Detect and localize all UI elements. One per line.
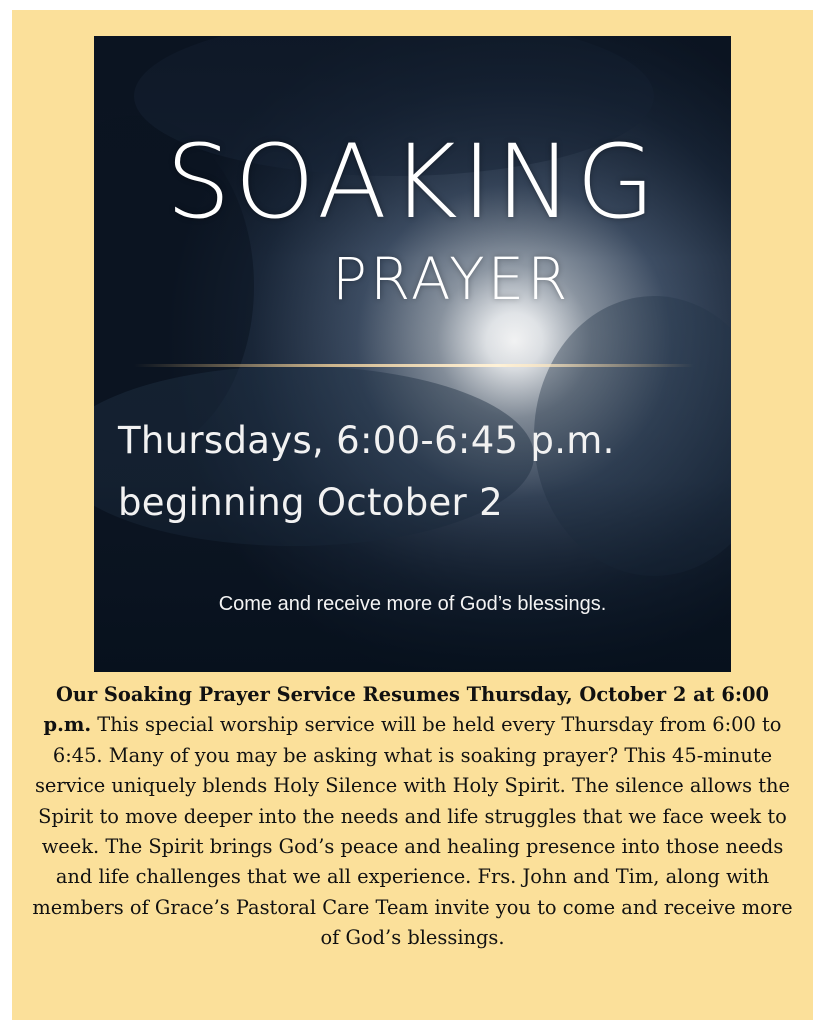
poster-image — [94, 36, 731, 672]
poster-title-prayer: PRAYER — [332, 245, 571, 313]
poster-tagline: Come and receive more of God’s blessings. — [218, 593, 607, 615]
poster-title-soaking: SOAKING — [165, 123, 660, 242]
article-text — [32, 680, 793, 954]
article-headline: Our Soaking Prayer Service Resumes Thursday, October 2 at 6:00 p.m. — [43, 683, 770, 737]
flyer-frame — [12, 10, 813, 1020]
poster-schedule: Thursdays, 6:00-6:45 p.m. — [118, 419, 615, 462]
article-body: This special worship service will be held every Thursday from 6:00 to 6:45. Many of you may be asking what is soaking prayer? This 45-minute service uniquely blends Holy Silence with Holy Spirit. The silence allows the Spirit to move deeper into the needs and life struggles that we face week to week. The Spirit brings God’s peace and healing presence into those needs and life challenges that we all experience. Frs. John and Tim, along with members of Grace’s Pastoral Care Team invite you to come and receive more of God’s blessings. — [32, 713, 793, 950]
poster-start-date: beginning October 2 — [118, 481, 503, 524]
light-flare — [134, 364, 694, 367]
